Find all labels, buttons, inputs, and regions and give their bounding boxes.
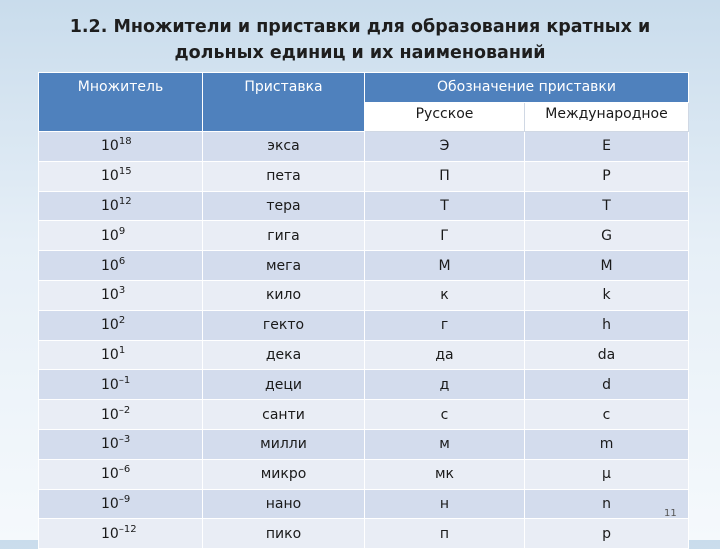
multiplier-cell bbox=[39, 519, 203, 549]
russian-symbol-cell: м bbox=[365, 429, 525, 459]
prefix-cell: дека bbox=[203, 340, 365, 370]
multiplier-base: 10 bbox=[101, 346, 119, 363]
multiplier-base: 10 bbox=[101, 466, 119, 483]
multiplier-cell bbox=[39, 161, 203, 191]
prefix-cell: гига bbox=[203, 221, 365, 251]
prefix-cell: гекто bbox=[203, 310, 365, 340]
international-symbol-cell: T bbox=[525, 191, 689, 221]
multiplier-base: 10 bbox=[101, 525, 119, 542]
multiplier-base: 10 bbox=[101, 197, 119, 214]
russian-symbol-cell: к bbox=[365, 280, 525, 310]
russian-symbol-cell: д bbox=[365, 370, 525, 400]
table-row bbox=[39, 221, 689, 251]
international-symbol-cell: M bbox=[525, 251, 689, 281]
multiplier-cell bbox=[39, 280, 203, 310]
table-row bbox=[39, 459, 689, 489]
prefix-cell: микро bbox=[203, 459, 365, 489]
multiplier-base: 10 bbox=[101, 287, 119, 304]
multiplier-exponent: 18 bbox=[118, 136, 132, 148]
multiplier-exponent: –9 bbox=[118, 493, 131, 505]
multiplier-cell bbox=[39, 310, 203, 340]
international-symbol-cell: E bbox=[525, 132, 689, 162]
multiplier-cell bbox=[39, 221, 203, 251]
multiplier-cell bbox=[39, 370, 203, 400]
international-symbol-cell: G bbox=[525, 221, 689, 251]
multiplier-cell bbox=[39, 459, 203, 489]
russian-symbol-cell: п bbox=[365, 519, 525, 549]
prefix-cell: мега bbox=[203, 251, 365, 281]
multiplier-base: 10 bbox=[101, 495, 119, 512]
table-row bbox=[39, 191, 689, 221]
russian-symbol-cell: мк bbox=[365, 459, 525, 489]
table-row bbox=[39, 161, 689, 191]
multiplier-cell bbox=[39, 191, 203, 221]
table-row bbox=[39, 132, 689, 162]
russian-symbol-cell: Г bbox=[365, 221, 525, 251]
russian-symbol-cell: Э bbox=[365, 132, 525, 162]
table-row bbox=[39, 280, 689, 310]
multiplier-cell bbox=[39, 340, 203, 370]
international-symbol-cell: m bbox=[525, 429, 689, 459]
international-symbol-cell: d bbox=[525, 370, 689, 400]
multiplier-exponent: 9 bbox=[118, 225, 126, 237]
multiplier-exponent: 15 bbox=[118, 166, 132, 178]
table-row bbox=[39, 519, 689, 549]
multiplier-base: 10 bbox=[101, 406, 119, 423]
multiplier-cell bbox=[39, 400, 203, 430]
prefix-cell: нано bbox=[203, 489, 365, 519]
table-row bbox=[39, 429, 689, 459]
multiplier-cell bbox=[39, 132, 203, 162]
prefix-table bbox=[38, 72, 689, 549]
table-header bbox=[39, 73, 689, 132]
international-symbol-cell: p bbox=[525, 519, 689, 549]
prefix-table-container bbox=[38, 72, 688, 549]
table-row bbox=[39, 340, 689, 370]
multiplier-base: 10 bbox=[101, 317, 119, 334]
prefix-cell: пета bbox=[203, 161, 365, 191]
prefix-cell: деци bbox=[203, 370, 365, 400]
table-row bbox=[39, 400, 689, 430]
multiplier-exponent: 6 bbox=[118, 255, 126, 267]
header-international: Международное bbox=[525, 103, 689, 132]
multiplier-exponent: 12 bbox=[118, 195, 132, 207]
russian-symbol-cell: да bbox=[365, 340, 525, 370]
multiplier-exponent: –1 bbox=[118, 374, 131, 386]
table-row bbox=[39, 489, 689, 519]
table-row bbox=[39, 310, 689, 340]
russian-symbol-cell: Т bbox=[365, 191, 525, 221]
multiplier-exponent: –2 bbox=[118, 404, 131, 416]
russian-symbol-cell: М bbox=[365, 251, 525, 281]
russian-symbol-cell: н bbox=[365, 489, 525, 519]
table-body bbox=[39, 132, 689, 549]
prefix-cell: пико bbox=[203, 519, 365, 549]
prefix-cell: милли bbox=[203, 429, 365, 459]
page-number: 11 bbox=[664, 508, 677, 519]
multiplier-exponent: 3 bbox=[118, 285, 126, 297]
prefix-cell: экса bbox=[203, 132, 365, 162]
multiplier-base: 10 bbox=[101, 168, 119, 185]
multiplier-base: 10 bbox=[101, 436, 119, 453]
international-symbol-cell: h bbox=[525, 310, 689, 340]
slide-title: 1.2. Множители и приставки для образования кратных и дольных единиц и их наименований bbox=[69, 17, 651, 63]
international-symbol-cell: k bbox=[525, 280, 689, 310]
international-symbol-cell: μ bbox=[525, 459, 689, 489]
international-symbol-cell: P bbox=[525, 161, 689, 191]
russian-symbol-cell: г bbox=[365, 310, 525, 340]
table-row bbox=[39, 251, 689, 281]
prefix-cell: кило bbox=[203, 280, 365, 310]
multiplier-base: 10 bbox=[101, 138, 119, 155]
multiplier-exponent: 2 bbox=[118, 315, 126, 327]
multiplier-exponent: –12 bbox=[118, 523, 137, 535]
table-row bbox=[39, 370, 689, 400]
multiplier-cell bbox=[39, 251, 203, 281]
header-multiplier: Множитель bbox=[39, 73, 203, 132]
prefix-cell: санти bbox=[203, 400, 365, 430]
multiplier-base: 10 bbox=[101, 257, 119, 274]
international-symbol-cell: da bbox=[525, 340, 689, 370]
russian-symbol-cell: с bbox=[365, 400, 525, 430]
international-symbol-cell: n bbox=[525, 489, 689, 519]
international-symbol-cell: c bbox=[525, 400, 689, 430]
header-russian: Русское bbox=[365, 103, 525, 132]
header-prefix: Приставка bbox=[203, 73, 365, 132]
prefix-cell: тера bbox=[203, 191, 365, 221]
header-designation: Обозначение приставки bbox=[365, 73, 689, 103]
multiplier-exponent: –6 bbox=[118, 464, 131, 476]
multiplier-exponent: –3 bbox=[118, 434, 131, 446]
multiplier-cell bbox=[39, 429, 203, 459]
multiplier-base: 10 bbox=[101, 227, 119, 244]
multiplier-exponent: 1 bbox=[118, 344, 126, 356]
multiplier-base: 10 bbox=[101, 376, 119, 393]
russian-symbol-cell: П bbox=[365, 161, 525, 191]
multiplier-cell bbox=[39, 489, 203, 519]
